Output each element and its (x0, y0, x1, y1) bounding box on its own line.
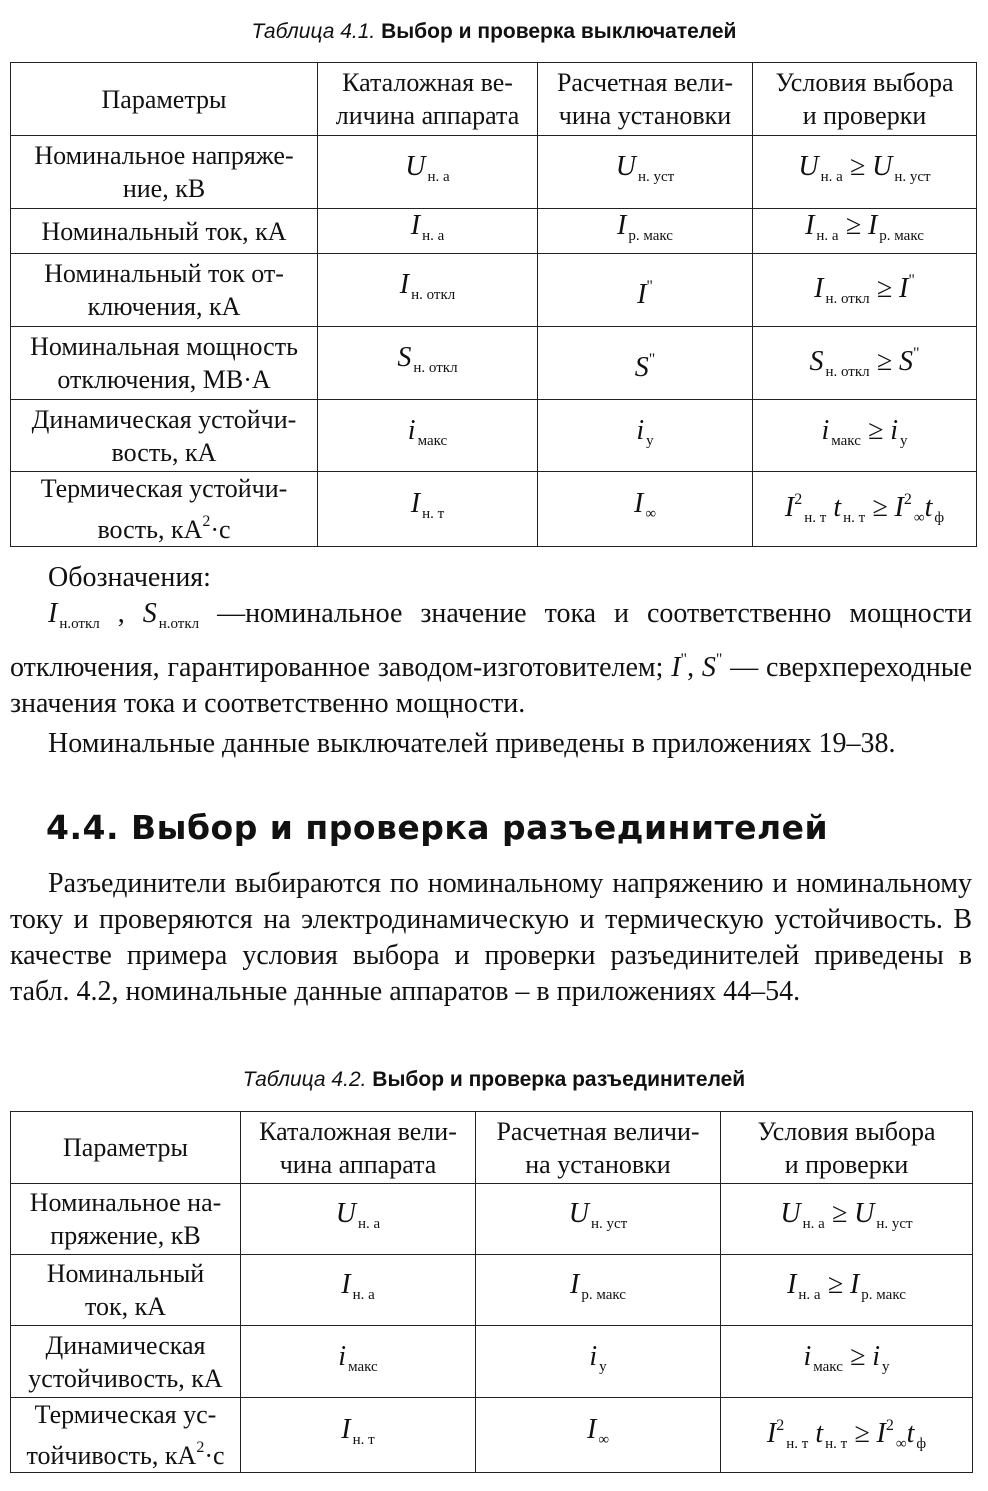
table-header-row (11, 63, 977, 136)
table-row (11, 254, 977, 327)
formula-cell: I $_{н. а}$ ≥ I $_{р. макс}$ (721, 1255, 973, 1326)
table-caption-number: Таблица 4.2. (242, 1068, 367, 1091)
param-cell: Номинальное на- пряжение, кВ (11, 1184, 241, 1255)
formula-cell: I $_{н. т}$ (241, 1398, 476, 1473)
table-4-2-caption (0, 1068, 988, 1092)
section-heading: 4.4. Выбор и проверка разъединителей (46, 808, 829, 847)
table-caption-number: Таблица 4.1. (251, 20, 376, 43)
header-cell: Условия выбора и проверки (753, 63, 977, 136)
param-cell: Номинальная мощность отключения, МВ·А (11, 327, 318, 400)
formula-cell: U $_{н. а}$ (241, 1184, 476, 1255)
header-cell: Каталожная вели- чина аппарата (241, 1112, 476, 1184)
table-row (11, 136, 977, 209)
notes-block (10, 560, 972, 762)
table-row (11, 1398, 973, 1473)
header-cell: Каталожная ве- личина аппарата (318, 63, 538, 136)
formula-cell: $I^2_{н. т}$ t $_{н. т} \ge I^2_\infty t$ $_ф$ (721, 1398, 973, 1473)
table-4-2 (10, 1111, 973, 1473)
header-cell: Расчетная вели- чина установки (538, 63, 753, 136)
header-cell: Условия выбора и проверки (721, 1112, 973, 1184)
table-4-1-caption (0, 20, 988, 44)
param-cell: Номинальный ток, кА (11, 1255, 241, 1326)
table-row (11, 1184, 973, 1255)
formula-cell: i $_{макс}$ (318, 400, 538, 472)
table-row (11, 472, 977, 547)
formula-cell: I $_{н. откл}$ ≥ I" (753, 254, 977, 327)
table-row (11, 400, 977, 472)
formula-cell: I $_{н. а}$ (318, 209, 538, 254)
formula-cell: I $_{р. макс}$ (538, 209, 753, 254)
table-row (11, 1255, 973, 1326)
formula-cell: U $_{н. а}$ (318, 136, 538, 209)
formula-cell: U $_{н. а}$ ≥ U $_{н. уст}$ (753, 136, 977, 209)
formula-cell: U $_{н. уст}$ (476, 1184, 721, 1255)
table-row (11, 1326, 973, 1398)
formula-cell: I" (538, 254, 753, 327)
table-caption-title: Выбор и проверка выключателей (381, 20, 737, 43)
table-caption-title: Выбор и проверка разъединителей (372, 1068, 746, 1091)
notes-definitions: I $_{н.откл}$ , S $_{н.откл}$ —номинальное значение тока и соответственно мощности отключения, гарантированное заводом-изготовителем; I", S" — сверхпереходные значения тока и соответственно мощности. (10, 598, 973, 719)
header-cell: Расчетная величи- на установки (476, 1112, 721, 1184)
formula-cell: S $_{н. откл}$ (318, 327, 538, 400)
formula-cell: i $_{макс}$ ≥ i $_у$ (753, 400, 977, 472)
formula-cell: S" (538, 327, 753, 400)
notes-label: Обозначения: (48, 562, 211, 593)
param-cell: Динамическая устойчивость, кА (11, 1326, 241, 1398)
param-cell: Термическая ус- тойчивость, $кА^2\cdot с$ (11, 1398, 241, 1473)
formula-cell: I $_{н. откл}$ (318, 254, 538, 327)
param-cell: Динамическая устойчи- вость, кА (11, 400, 318, 472)
param-cell: Номинальный ток, кА (11, 209, 318, 254)
formula-cell: i $_{макс}$ (241, 1326, 476, 1398)
formula-cell: I $_\infty$ (538, 472, 753, 547)
header-cell: Параметры (11, 63, 318, 136)
formula-cell: U $_{н. а}$ ≥ U $_{н. уст}$ (721, 1184, 973, 1255)
formula-cell: I $_{н. а}$ ≥ I $_{р. макс}$ (753, 209, 977, 254)
table-row (11, 327, 977, 400)
formula-cell: i $_{макс}$ ≥ i $_у$ (721, 1326, 973, 1398)
formula-cell: U $_{н. уст}$ (538, 136, 753, 209)
formula-cell: I $_{н. т}$ (318, 472, 538, 547)
formula-cell: $I^2_{н. т}$ t $_{н. т} \ge I^2_\infty t$ $_ф$ (753, 472, 977, 547)
param-cell: Номинальное напряже- ние, кВ (11, 136, 318, 209)
formula-cell: I $_{р. макс}$ (476, 1255, 721, 1326)
table-header-row (11, 1112, 973, 1184)
section-paragraph: Разъединители выбираются по номинальному напряжению и номинальному току и проверяются на электродинамическую и термическую устойчивость. В качестве примера условия выбора и проверки разъединителей приведены в табл. 4.2, номинальные данные аппаратов – в приложениях 44–54. (10, 868, 972, 1007)
formula-cell: I $_{н. а}$ (241, 1255, 476, 1326)
formula-cell: I $_\infty$ (476, 1398, 721, 1473)
param-cell: Номинальный ток от- ключения, кА (11, 254, 318, 327)
formula-cell: S $_{н. откл}$ ≥ S" (753, 327, 977, 400)
header-cell: Параметры (11, 1112, 241, 1184)
notes-appendix: Номинальные данные выключателей приведены в приложениях 19–38. (48, 728, 896, 759)
table-row (11, 209, 977, 254)
table-4-1 (10, 62, 977, 547)
param-cell: Термическая устойчи- вость, $кА^2\cdot с$ (11, 472, 318, 547)
formula-cell: i $_у$ (476, 1326, 721, 1398)
formula-cell: i $_у$ (538, 400, 753, 472)
